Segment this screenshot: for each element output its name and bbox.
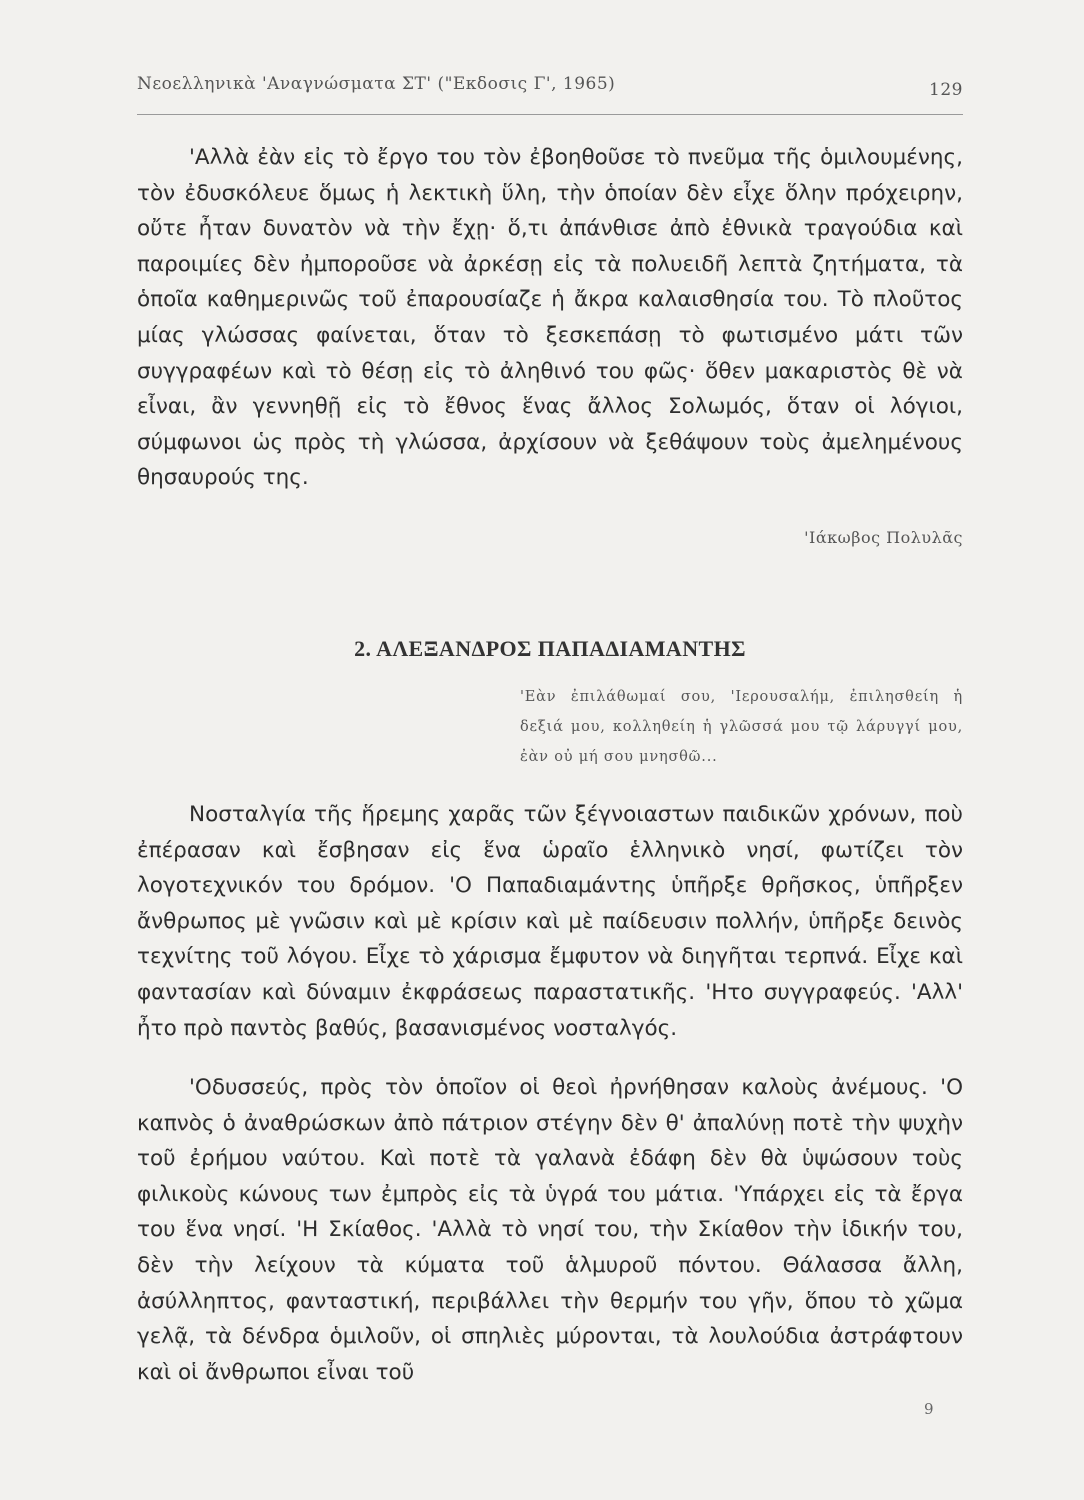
header-rule [137,114,963,115]
running-head [137,74,963,108]
page-number: 129 [929,80,963,100]
paragraph-text: 'Αλλὰ ἐὰν εἰς τὸ ἔργο του τὸν ἐβοηθοῦσε τὸ πνεῦμα τῆς ὁμιλουμένης, τὸν ἐδυσκόλευε ὅμως ἡ λεκτικὴ ὕλη, τὴν ὁποίαν δὲν εἶχε ὅλην πρόχειρην, οὔτε ἦταν δυνατὸν νὰ τὴν ἔχῃ· ὅ,τι ἀπάνθισε ἀπὸ ἐθνικὰ τραγούδια καὶ παροιμίες δὲν ἠμποροῦσε νὰ ἀρκέσῃ εἰς τὰ πολυειδῆ λεπτὰ ζητήματα, τὰ ὁποῖα καθημερινῶς τοῦ ἐπαρουσίαζε ἡ ἄκρα καλαισθησία του. Τὸ πλοῦτος μίας γλώσσας φαίνεται, ὅταν τὸ ξεσκεπάσῃ τὸ φωτισμένο μάτι τῶν συγγραφέων καὶ τὸ θέσῃ εἰς τὸ ἀληθινό του φῶς· ὅθεν μακαριστὸς θὲ νὰ εἶναι, ἂν γεννηθῇ εἰς τὸ ἔθνος ἕνας ἄλλος Σολωμός, ὅταν οἱ λόγιοι, σύμφωνοι ὡς πρὸς τὴ γλώσσα, ἀρχίσουν νὰ ξεθάψουν τοὺς ἀμελημένους θησαυρούς της. [137,145,963,491]
epigraph: 'Εὰν ἐπιλάθωμαί σου, 'Ιερουσαλήμ, ἐπιλησθείη ἡ δεξιά μου, κολληθείη ἡ γλῶσσά μου τῷ λάρυγγί μου, ἐὰν οὐ μή σου μνησθῶ... [520,689,963,765]
paragraph-text: Νοσταλγία τῆς ἥρεμης χαρᾶς τῶν ξέγνοιαστων παιδικῶν χρόνων, ποὺ ἐπέρασαν καὶ ἔσβησαν εἰς ἕνα ὡραῖο ἑλληνικὸ νησί, φωτίζει τὸν λογοτεχνικόν του δρόμον. 'Ο Παπαδιαμάντης ὑπῆρξε θρῆσκος, ὑπῆρξεν ἄνθρωπος μὲ γνῶσιν καὶ μὲ κρίσιν καὶ μὲ παίδευσιν πολλήν, ὑπῆρξε δεινὸς τεχνίτης τοῦ λόγου. Εἶχε τὸ χάρισμα ἔμφυτον νὰ διηγῆται τερπνά. Εἶχε καὶ φαντασίαν καὶ δύναμιν ἐκφράσεως παραστατικῆς. 'Ητο συγγραφεύς. 'Αλλ' ἦτο πρὸ παντὸς βαθύς, βασανισμένος νοσταλγός. [137,802,963,1041]
running-title: Νεοελληνικὰ 'Αναγνώσματα ΣΤ' ("Εκδοσις Γ', 1965) [137,74,616,94]
paragraph-nostalgia [137,797,963,1046]
author-signature: 'Ιάκωβος Πολυλᾶς [804,528,963,547]
paragraph-text: 'Οδυσσεύς, πρὸς τὸν ὁποῖον οἱ θεοὶ ἠρνήθησαν καλοὺς ἀνέμους. 'Ο καπνὸς ὁ ἀναθρώσκων ἀπὸ πάτριον στέγην δὲν θ' ἀπαλύνῃ ποτὲ τὴν ψυχὴν τοῦ ἐρήμου ναύτου. Καὶ ποτὲ τὰ γαλανὰ ἐδάφη δὲν θὰ ὑψώσουν τοὺς φιλικοὺς κώνους των ἐμπρὸς εἰς τὰ ὑγρά του μάτια. 'Υπάρχει εἰς τὰ ἔργα του ἕνα νησί. 'Η Σκίαθος. 'Αλλὰ τὸ νησί του, τὴν Σκίαθον τὴν ἰδικήν του, δὲν τὴν λείχουν τὰ κύματα τοῦ ἁλμυροῦ πόντου. Θάλασσα ἄλλη, ἀσύλληπτος, φανταστική, περιβάλλει τὴν θερμήν του γῆν, ὅπου τὸ χῶμα γελᾷ, τὰ δένδρα ὁμιλοῦν, οἱ σπηλιὲς μύρονται, τὰ λουλούδια ἀστράφτουν καὶ οἱ ἄνθρωποι εἶναι τοῦ [137,1075,963,1385]
section-heading: 2. ΑΛΕΞΑΝΔΡΟΣ ΠΑΠΑΔΙΑΜΑΝΤΗΣ [354,636,746,661]
signature-mark: 9 [924,1400,934,1418]
paragraph-odysseus [137,1070,963,1390]
paragraph-polylas [137,140,963,496]
